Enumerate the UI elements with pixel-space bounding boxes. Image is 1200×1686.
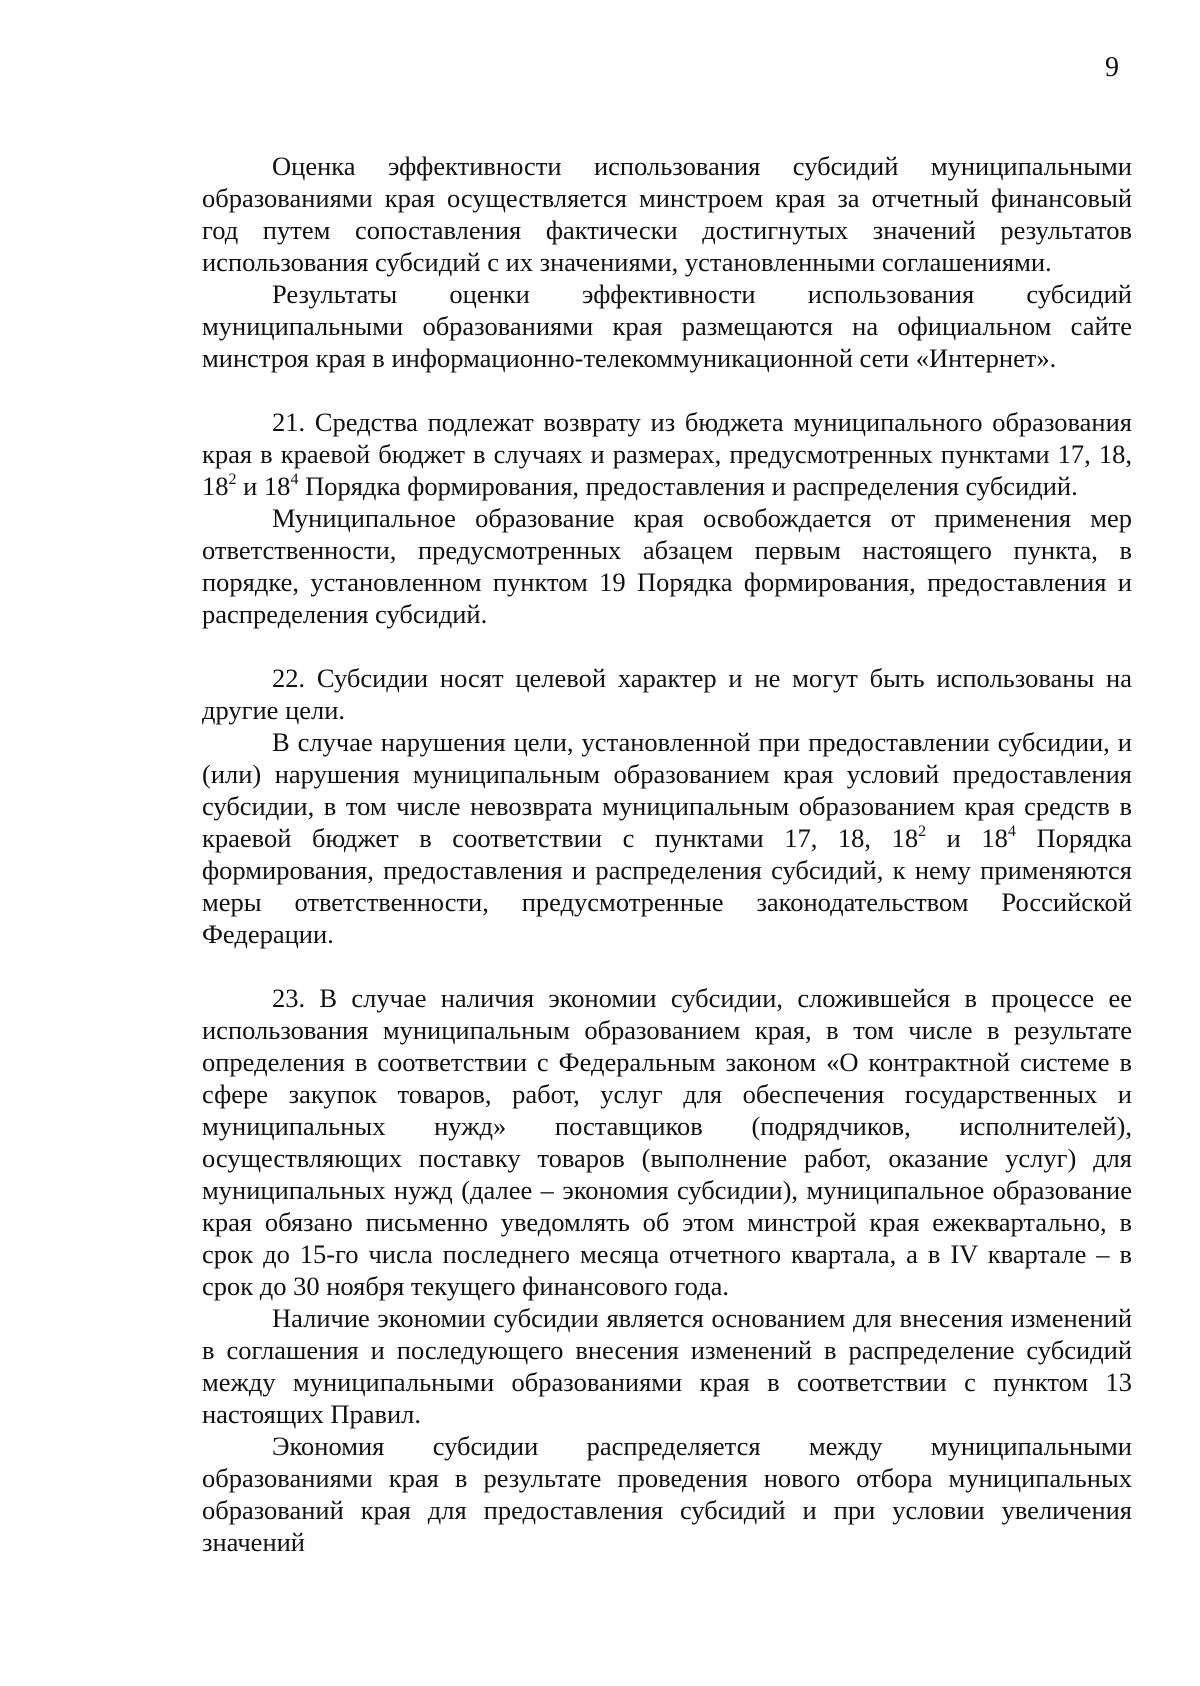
section-gap — [202, 374, 1132, 406]
section-gap — [202, 630, 1132, 662]
paragraph-violation-text-c: Порядка формирования, предоставления и распределения субсидий, к нему применяются меры ответственности, предусмотренные законодательством Российской Федерации. — [202, 823, 1132, 949]
page-number: 9 — [1105, 52, 1119, 83]
document-body — [202, 150, 1132, 1558]
paragraph-item-21-text-c: Порядка формирования, предоставления и распределения субсидий. — [298, 471, 1078, 501]
paragraph-violation-superscript-1: 2 — [918, 823, 927, 841]
paragraph-savings-distribution: Экономия субсидии распределяется между муниципальными образованиями края в результате проведения нового отбора муниципальных образований края для предоставления субсидий и при условии увеличения значений — [202, 1431, 1132, 1557]
paragraph-item-22: 22. Субсидии носят целевой характер и не могут быть использованы на другие цели. — [202, 663, 1132, 725]
paragraph-assessment-results: Результаты оценки эффективности использования субсидий муниципальными образованиями края размещаются на официальном сайте минстроя края в информационно-телекоммуникационной сети «Интернет». — [202, 279, 1132, 373]
section-gap — [202, 950, 1132, 982]
paragraph-violation-case — [202, 726, 1132, 950]
paragraph-item-21-text-b: и 18 — [236, 471, 291, 501]
paragraph-item-21-superscript-2: 4 — [290, 471, 299, 489]
paragraph-savings-basis: Наличие экономии субсидии является основанием для внесения изменений в соглашения и последующего внесения изменений в распределение субсидий между муниципальными образованиями края в соответствии с пунктом 13 настоящих Правил. — [202, 1303, 1132, 1429]
paragraph-item-23: 23. В случае наличия экономии субсидии, сложившейся в процессе ее использования муниципальным образованием края, в том числе в результате определения в соответствии с Федеральным законом «О контрактной системе в сфере закупок товаров, работ, услуг для обеспечения государственных и муниципальных нужд» поставщиков (подрядчиков, исполнителей), осуществляющих поставку товаров (выполнение работ, оказание услуг) для муниципальных нужд (далее – экономия субсидии), муниципальное образование края обязано письменно уведомлять об этом минстрой края ежеквартально, в срок до 15-го числа последнего месяца отчетного квартала, а в IV квартале – в срок до 30 ноября текущего финансового года. — [202, 983, 1132, 1301]
paragraph-efficiency-assessment: Оценка эффективности использования субсидий муниципальными образованиями края осуществляется минстроем края за отчетный финансовый год путем сопоставления фактически достигнутых значений результатов использования субсидий с их значениями, установленными соглашениями. — [202, 151, 1132, 277]
paragraph-liability-exemption: Муниципальное образование края освобождается от применения мер ответственности, предусмотренных абзацем первым настоящего пункта, в порядке, установленном пунктом 19 Порядка формирования, предоставления и распределения субсидий. — [202, 503, 1132, 629]
paragraph-violation-text-a: В случае нарушения цели, установленной при предоставлении субсидии, и (или) нарушения муниципальным образованием края условий предоставления субсидии, в том числе невозврата муниципальным образованием края средств в краевой бюджет в соответствии с пунктами 17, 18, 18 — [202, 727, 1132, 853]
paragraph-violation-text-b: и 18 — [926, 823, 1008, 853]
paragraph-violation-superscript-2: 4 — [1007, 823, 1016, 841]
paragraph-item-21 — [202, 406, 1132, 502]
paragraph-item-21-text-a: 21. Средства подлежат возврату из бюджета муниципального образования края в краевой бюджет в случаях и размерах, предусмотренных пунктами 17, 18, 18 — [202, 407, 1132, 501]
paragraph-item-21-superscript-1: 2 — [228, 471, 237, 489]
